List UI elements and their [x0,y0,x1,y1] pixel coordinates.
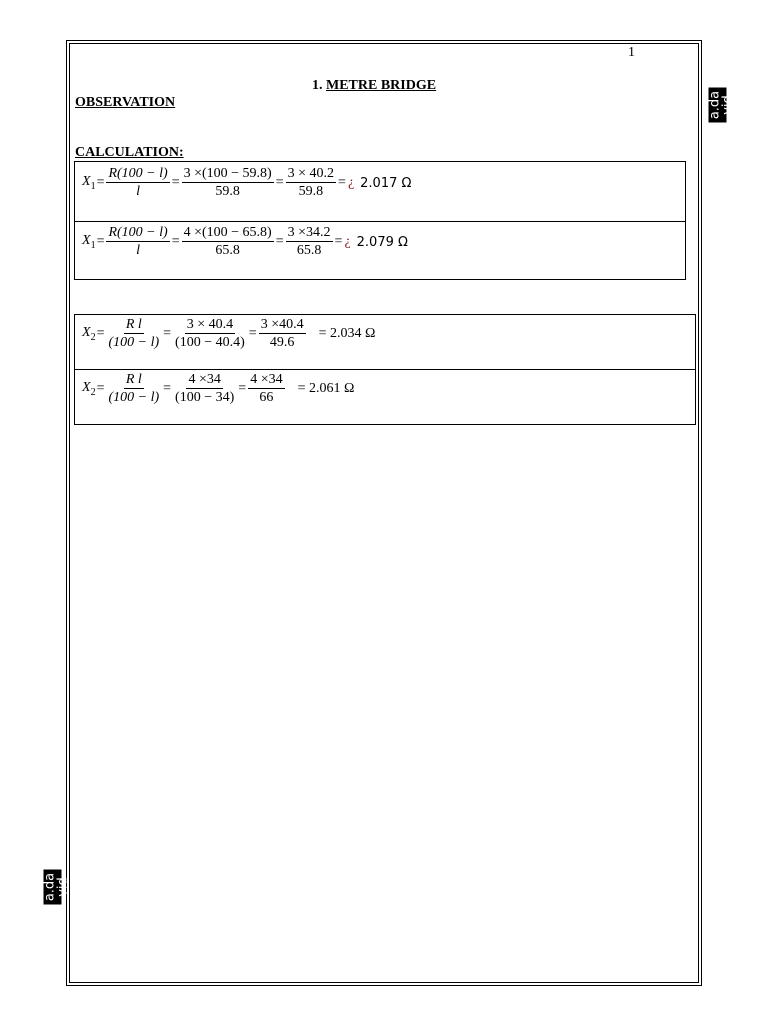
page-title [312,78,436,94]
watermark-line-1: a.da [42,872,58,902]
equals-sign: = [96,175,105,190]
result-value: = 2.061 Ω [297,381,355,396]
watermark-line-2: vid [55,877,71,897]
fraction-substituted: $\frac{3 \times(100 - 59.8)}{59.8}$ [183,166,272,199]
fraction-substituted: $\frac{3 \times 40.4}{(100 - 40.4)}$ [175,317,245,350]
watermark-bottom [42,870,71,905]
lhs-symbol: $X_1$ [82,233,96,251]
lhs-symbol: $X_2$ [82,325,96,343]
result-value: 2.017 Ω [360,175,412,191]
equals-sign: = [96,234,105,249]
watermark-line-2: vid [720,95,736,115]
fraction-simplified: $\frac{4 \times 34}{66}$ [250,372,283,405]
equals-sign: = [338,175,346,190]
equals-sign: = [163,326,172,341]
result-value: 2.079 Ω [356,234,408,250]
fraction-general: $\frac{\text{R l}}{(100 - l)}$ [108,372,160,405]
watermark-top [707,88,736,123]
equals-sign: = [96,381,105,396]
glitch-symbol: ¿ [344,234,351,249]
section-title: METRE BRIDGE [326,78,437,93]
watermark-line-1: a.da [707,90,723,120]
lhs-symbol: $X_1$ [82,174,96,192]
fraction-substituted: $\frac{4 \times(100 - 65.8)}{65.8}$ [183,225,272,258]
equals-sign: = [163,381,172,396]
x1-equation-row-1 [82,165,411,201]
equals-sign: = [171,175,180,190]
fraction-general: $\frac{R(100 - l)}{l}$ [108,166,168,199]
lhs-symbol: $X_2$ [82,380,96,398]
fraction-general: $\frac{\text{R l}}{(100 - l)}$ [108,317,160,350]
equals-sign: = [248,326,257,341]
fraction-simplified: $\frac{3 \times 40.4}{49.6}$ [260,317,304,350]
result-value: = 2.034 Ω [318,326,376,341]
fraction-general: $\frac{R(100 - l)}{l}$ [108,225,168,258]
equals-sign: = [171,234,180,249]
table-row-divider [74,369,696,370]
equals-sign: = [275,234,284,249]
equals-sign: = [96,326,105,341]
glitch-symbol: ¿ [347,175,355,190]
equals-sign: = [334,234,343,249]
page-number: 1 [628,45,635,60]
equals-sign: = [275,175,284,190]
x2-equation-row-1 [82,316,375,352]
observation-heading: OBSERVATION [75,95,176,110]
fraction-simplified: $\frac{3 \times 40.2}{59.8}$ [287,166,335,199]
equals-sign: = [238,381,247,396]
table-row-divider [74,221,686,222]
calculation-heading: CALCULATION: [75,145,184,160]
section-number: 1. [312,78,323,93]
fraction-substituted: $\frac{4 \times 34}{(100 - 34)}$ [175,372,235,405]
x1-equation-row-2 [82,224,408,260]
x2-equation-row-2 [82,371,354,407]
fraction-simplified: $\frac{3 \times 34.2}{65.8}$ [287,225,331,258]
